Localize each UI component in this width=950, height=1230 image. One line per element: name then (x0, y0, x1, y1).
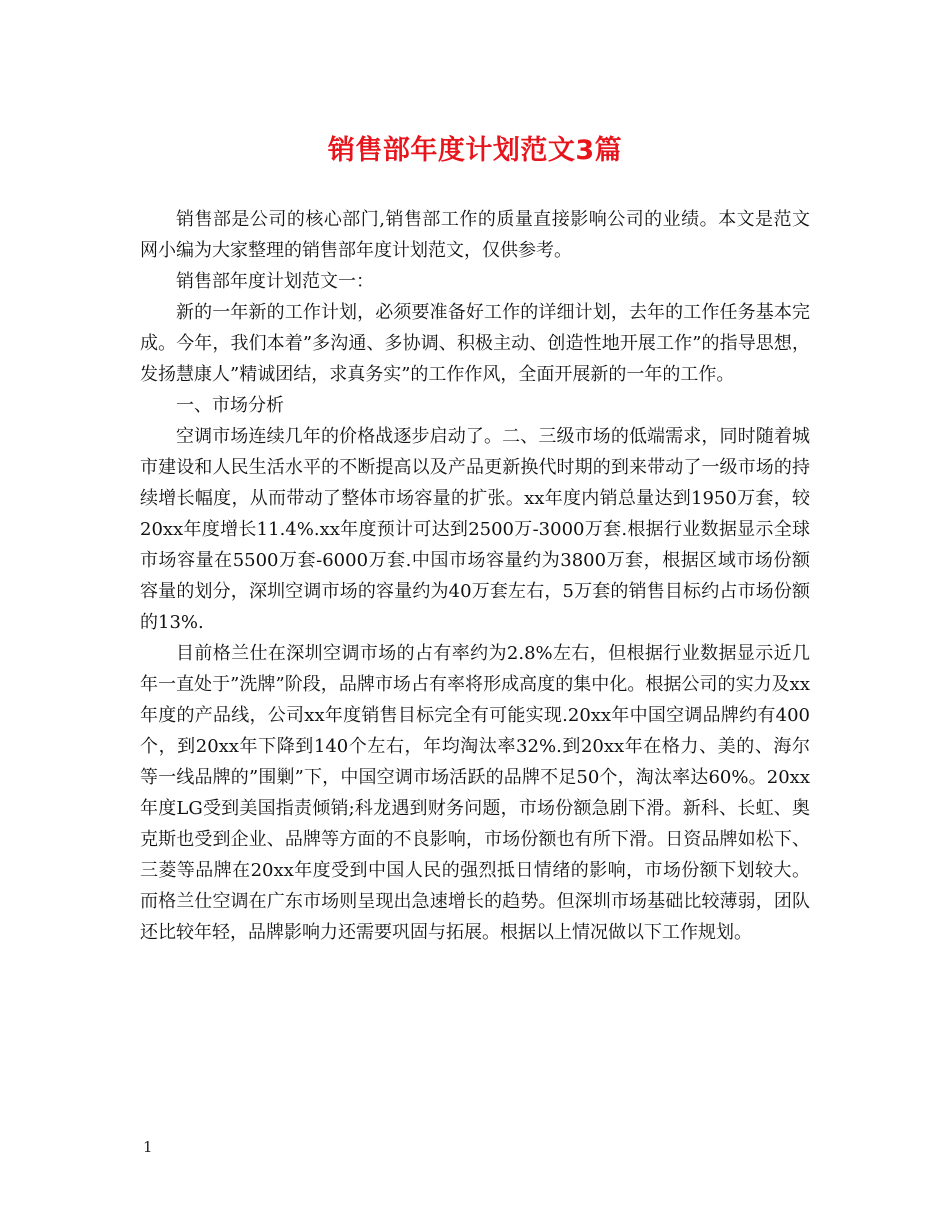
paragraph-section-heading: 销售部年度计划范文一： (176, 271, 374, 292)
document-title: 销售部年度计划范文3篇 (327, 135, 623, 166)
paragraph-market-heading: 一、市场分析 (176, 395, 284, 416)
page-number: 1 (143, 1138, 153, 1156)
paragraph-plan-overview: 新的一年新的工作计划，必须要准备好工作的详细计划，去年的工作任务基本完成。今年，我们本着”多沟通、多协调、积极主动、创造性地开展工作”的指导思想，发扬慧康人”精诚团结，求真务实”的工作作风，全面开展新的一年的工作。 (140, 302, 810, 385)
paragraph-intro: 销售部是公司的核心部门,销售部工作的质量直接影响公司的业绩。本文是范文网小编为大家整理的销售部年度计划范文，仅供参考。 (140, 209, 810, 261)
document-body (140, 204, 810, 948)
paragraph-brand-analysis: 目前格兰仕在深圳空调市场的占有率约为2.8%左右，但根据行业数据显示近几年一直处于”洗牌”阶段，品牌市场占有率将形成高度的集中化。根据公司的实力及xx年度的产品线，公司xx年度销售目标完全有可能实现.20xx年中国空调品牌约有400个，到20xx年下降到140个左右，年均淘汰率32%.到20xx年在格力、美的、海尔等一线品牌的”围剿”下，中国空调市场活跃的品牌不足50个，淘汰率达60%。20xx年度LG受到美国指责倾销;科龙遇到财务问题，市场份额急剧下滑。新科、长虹、奥克斯也受到企业、品牌等方面的不良影响，市场份额也有所下滑。日资品牌如松下、三菱等品牌在20xx年度受到中国人民的强烈抵日情绪的影响，市场份额下划较大。而格兰仕空调在广东市场则呈现出急速增长的趋势。但深圳市场基础比较薄弱，团队还比较年轻，品牌影响力还需要巩固与拓展。根据以上情况做以下工作规划。 (140, 643, 810, 943)
paragraph-market-analysis: 空调市场连续几年的价格战逐步启动了。二、三级市场的低端需求，同时随着城市建设和人民生活水平的不断提高以及产品更新换代时期的到来带动了一级市场的持续增长幅度，从而带动了整体市场容量的扩张。xx年度内销总量达到1950万套，较20xx年度增长11.4%.xx年度预计可达到2500万-3000万套.根据行业数据显示全球市场容量在5500万套-6000万套.中国市场容量约为3800万套，根据区域市场份额容量的划分，深圳空调市场的容量约为40万套左右，5万套的销售目标约占市场份额的13%. (140, 426, 810, 633)
